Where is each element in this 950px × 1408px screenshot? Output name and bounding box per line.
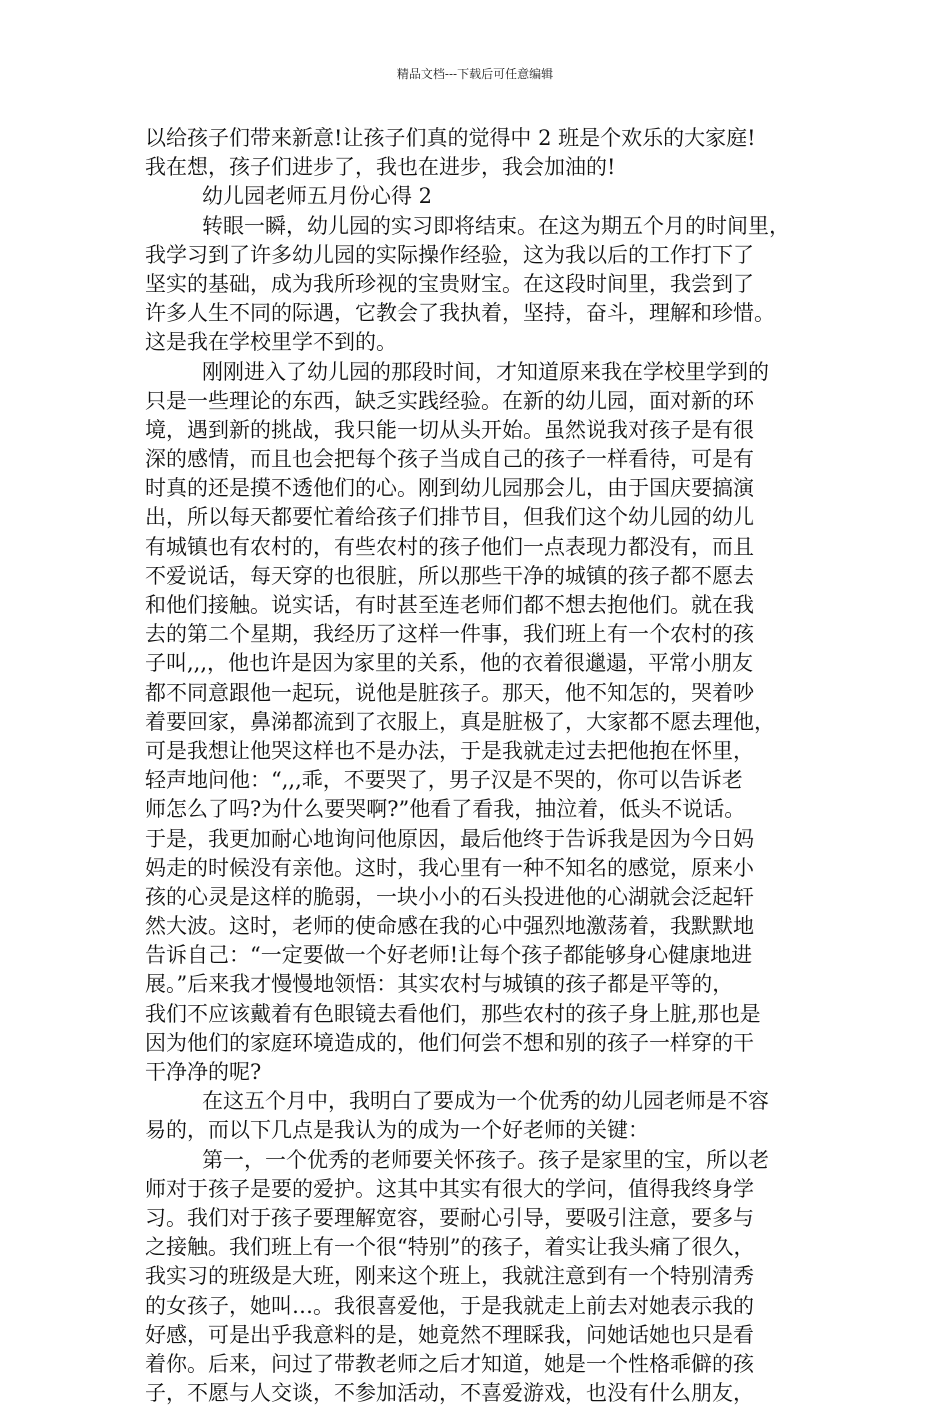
text-line: 许多人生不同的际遇，它教会了我执着，坚持，奋斗，理解和珍惜。 [145, 301, 775, 326]
text-line: 于是，我更加耐心地询问他原因，最后他终于告诉我是因为今日妈 [145, 826, 754, 851]
text-line: 着你。后来，问过了带教老师之后才知道，她是一个性格乖僻的孩 [145, 1351, 754, 1376]
text-line: 师对于孩子是要的爱护。这其中其实有很大的学问，值得我终身学 [145, 1176, 754, 1201]
text-line: 不爱说话，每天穿的也很脏，所以那些干净的城镇的孩子都不愿去 [145, 563, 754, 588]
text-line: 的女孩子，她叫…。我很喜爱他，于是我就走上前去对她表示我的 [145, 1293, 754, 1318]
text-line: 师怎么了吗?为什么要哭啊?”他看了看我，抽泣着，低头不说话。 [145, 797, 746, 822]
text-line: 子叫,,,，他也许是因为家里的关系，他的衣着很邋遢，平常小朋友 [145, 651, 754, 676]
text-line: 去的第二个星期，我经历了这样一件事，我们班上有一个农村的孩 [145, 622, 754, 647]
text-line: 我实习的班级是大班，刚来这个班上，我就注意到有一个特别清秀 [145, 1264, 754, 1289]
text-line: 轻声地问他：“,,,乖，不要哭了，男子汉是不哭的，你可以告诉老 [145, 768, 743, 793]
text-line: 习。我们对于孩子要理解宽容，要耐心引导，要吸引注意，要多与 [145, 1205, 754, 1230]
text-line: 刚刚进入了幼儿园的那段时间，才知道原来我在学校里学到的 [202, 359, 769, 384]
text-line: 孩的心灵是这样的脆弱，一块小小的石头投进他的心湖就会泛起轩 [145, 884, 754, 909]
text-line: 这是我在学校里学不到的。 [145, 330, 397, 355]
text-line: 幼儿园老师五月份心得 2 [202, 184, 433, 209]
text-line: 好感，可是出乎我意料的是，她竟然不理睬我，问她话她也只是看 [145, 1322, 754, 1347]
text-line: 有城镇也有农村的，有些农村的孩子他们一点表现力都没有，而且 [145, 534, 754, 559]
text-line: 然大波。这时，老师的使命感在我的心中强烈地激荡着，我默默地 [145, 914, 754, 939]
text-line: 之接触。我们班上有一个很“特别”的孩子，着实让我头痛了很久， [145, 1235, 755, 1260]
text-line: 转眼一瞬，幼儿园的实习即将结束。在这为期五个月的时间里， [202, 213, 790, 238]
text-line: 深的感情，而且也会把每个孩子当成自己的孩子一样看待，可是有 [145, 447, 754, 472]
text-line: 告诉自己：“一定要做一个好老师!让每个孩子都能够身心健康地进 [145, 943, 753, 968]
text-line: 只是一些理论的东西，缺乏实践经验。在新的幼儿园，面对新的环 [145, 388, 754, 413]
text-line: 因为他们的家庭环境造成的，他们何尝不想和别的孩子一样穿的干 [145, 1030, 754, 1055]
text-line: 坚实的基础，成为我所珍视的宝贵财宝。在这段时间里，我尝到了 [145, 271, 754, 296]
text-line: 可是我想让他哭这样也不是办法，于是我就走过去把他抱在怀里， [145, 738, 754, 763]
text-line: 干净净的呢? [145, 1060, 262, 1084]
text-line: 出，所以每天都要忙着给孩子们排节目，但我们这个幼儿园的幼儿 [145, 505, 754, 530]
text-line: 时真的还是摸不透他们的心。刚到幼儿园那会儿，由于国庆要搞演 [145, 476, 754, 501]
text-line: 易的，而以下几点是我认为的成为一个好老师的关键： [145, 1118, 649, 1143]
text-line: 第一，一个优秀的老师要关怀孩子。孩子是家里的宝，所以老 [202, 1147, 769, 1172]
text-line: 我学习到了许多幼儿园的实际操作经验，这为我以后的工作打下了 [145, 242, 754, 267]
text-line: 境，遇到新的挑战，我只能一切从头开始。虽然说我对孩子是有很 [145, 417, 754, 442]
text-line: 着要回家，鼻涕都流到了衣服上，真是脏极了，大家都不愿去理他， [145, 709, 775, 734]
text-line: 都不同意跟他一起玩，说他是脏孩子。那天，他不知怎的，哭着吵 [145, 680, 754, 705]
page-header: 精品文档---下载后可任意编辑 [396, 67, 554, 81]
text-line: 和他们接触。说实话，有时甚至连老师们都不想去抱他们。就在我 [145, 593, 754, 617]
document-body [145, 124, 813, 1408]
text-line: 我们不应该戴着有色眼镜去看他们，那些农村的孩子身上脏,那也是 [145, 1001, 761, 1026]
text-line: 妈走的时候没有亲他。这时，我心里有一种不知名的感觉，原来小 [145, 855, 754, 880]
text-line: 以给孩子们带来新意!让孩子们真的觉得中 2 班是个欢乐的大家庭! [145, 126, 756, 150]
text-line: 子，不愿与人交谈，不参加活动，不喜爱游戏，也没有什么朋友， [145, 1381, 754, 1406]
text-line: 我在想，孩子们进步了，我也在进步，我会加油的! [145, 155, 616, 180]
text-line: 展。”后来我才慢慢地领悟：其实农村与城镇的孩子都是平等的， [145, 972, 734, 997]
text-line: 在这五个月中，我明白了要成为一个优秀的幼儿园老师是不容 [202, 1089, 769, 1114]
